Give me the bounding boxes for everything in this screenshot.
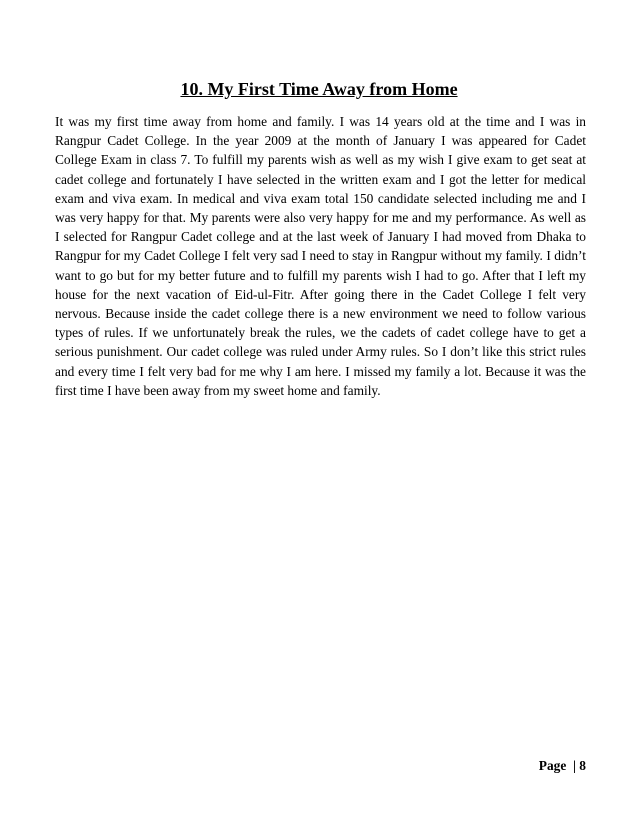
body-paragraph: It was my first time away from home and family. I was 14 years old at the time and I was in Rangpur Cadet College. In the year 2009 at the month of January I was appeared for Cadet College Exam in class 7. To fulfill my parents wish as well as my wish I give exam to get seat at cadet college and fortunately I have selected in the written exam and I got the letter for medical exam and viva exam. In medical and viva exam total 150 candidate selected including me and I was very happy for that. My parents were also very happy for me and my performance. As well as I selected for Rangpur Cadet college and at the last week of January I had moved from Dhaka to Rangpur for my Cadet College I felt very sad I need to stay in Rangpur without my family. I didn’t want to go but for my better future and to fulfill my parents wish I had to go. After that I left my house for the next vacation of Eid-ul-Fitr. After going there in the Cadet College I felt very nervous. Because inside the cadet college there is a new environment we need to follow various types of rules. If we unfortunately break the rules, we the cadets of cadet college have to get a serious punishment. Our cadet college was ruled under Army rules. So I don’t like this strict rules and every time I felt very bad for me why I am here. I missed my family a lot. Because it was the first time I have been away from my sweet home and family. xyxy=(55,114,586,398)
page-number: Page | 8 xyxy=(538,758,586,773)
page-title: 10. My First Time Away from Home xyxy=(180,79,458,99)
